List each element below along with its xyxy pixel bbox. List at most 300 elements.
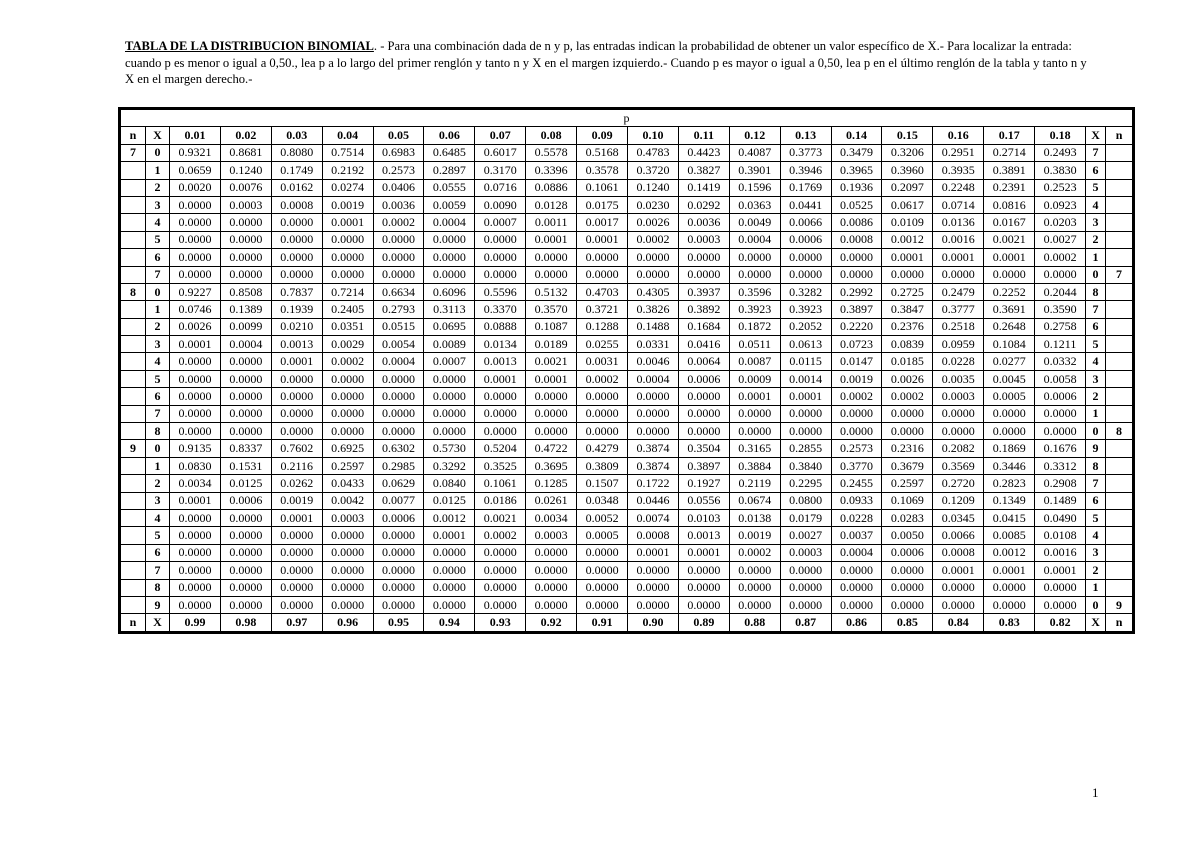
probability-cell: 0.1507 <box>577 475 628 492</box>
probability-cell: 0.0037 <box>831 527 882 544</box>
probability-cell: 0.0000 <box>678 562 729 579</box>
probability-cell: 0.3770 <box>831 457 882 474</box>
probability-cell: 0.0000 <box>373 527 424 544</box>
probability-cell: 0.0001 <box>577 231 628 248</box>
probability-cell: 0.0001 <box>984 562 1035 579</box>
probability-cell: 0.0714 <box>933 196 984 213</box>
row-x-right-cell: 6 <box>1086 492 1106 509</box>
probability-cell: 0.0077 <box>373 492 424 509</box>
probability-cell: 0.0179 <box>780 509 831 526</box>
probability-cell: 0.0046 <box>628 353 679 370</box>
row-x-right-cell: 4 <box>1086 353 1106 370</box>
probability-cell: 0.0000 <box>1035 266 1086 283</box>
row-n-right-cell: 8 <box>1106 423 1134 440</box>
probability-cell: 0.0000 <box>475 544 526 561</box>
row-x-right-cell: 4 <box>1086 527 1106 544</box>
probability-cell: 0.0000 <box>984 579 1035 596</box>
probability-cell: 0.3830 <box>1035 162 1086 179</box>
p-footer-cell: 0.83 <box>984 614 1035 632</box>
probability-cell: 0.0000 <box>526 249 577 266</box>
probability-cell: 0.0716 <box>475 179 526 196</box>
probability-cell: 0.0000 <box>577 249 628 266</box>
probability-cell: 0.0000 <box>373 249 424 266</box>
p-header-cell: 0.06 <box>424 127 475 144</box>
probability-cell: 0.0000 <box>526 596 577 613</box>
probability-cell: 0.8337 <box>220 440 271 457</box>
probability-cell: 0.0000 <box>628 562 679 579</box>
probability-cell: 0.0000 <box>933 423 984 440</box>
probability-cell: 0.0830 <box>170 457 221 474</box>
probability-cell: 0.0000 <box>170 562 221 579</box>
probability-cell: 0.6925 <box>322 440 373 457</box>
probability-cell: 0.0004 <box>831 544 882 561</box>
probability-cell: 0.1676 <box>1035 440 1086 457</box>
probability-cell: 0.0109 <box>882 214 933 231</box>
probability-cell: 0.0000 <box>933 266 984 283</box>
probability-cell: 0.3578 <box>577 162 628 179</box>
probability-cell: 0.0000 <box>373 596 424 613</box>
row-n-right-cell <box>1106 144 1134 161</box>
footer-header-n-right: n <box>1106 614 1134 632</box>
probability-cell: 0.0000 <box>220 527 271 544</box>
row-x-cell: 7 <box>146 266 170 283</box>
probability-cell: 0.0000 <box>220 214 271 231</box>
row-n-right-cell <box>1106 231 1134 248</box>
row-n-cell <box>120 596 146 613</box>
probability-cell: 0.1084 <box>984 336 1035 353</box>
probability-cell: 0.0000 <box>628 596 679 613</box>
row-x-right-cell: 2 <box>1086 388 1106 405</box>
p-header-cell: 0.04 <box>322 127 373 144</box>
row-n-right-cell <box>1106 527 1134 544</box>
probability-cell: 0.0888 <box>475 318 526 335</box>
row-n-right-cell <box>1106 457 1134 474</box>
probability-cell: 0.0004 <box>729 231 780 248</box>
p-header-cell: 0.14 <box>831 127 882 144</box>
probability-cell: 0.0511 <box>729 336 780 353</box>
table-row <box>120 318 1134 335</box>
probability-cell: 0.3596 <box>729 283 780 300</box>
probability-cell: 0.0000 <box>831 596 882 613</box>
probability-cell: 0.0000 <box>220 509 271 526</box>
probability-cell: 0.3569 <box>933 457 984 474</box>
probability-cell: 0.2823 <box>984 475 1035 492</box>
col-header-x: X <box>146 127 170 144</box>
probability-cell: 0.0228 <box>933 353 984 370</box>
probability-cell: 0.0001 <box>526 231 577 248</box>
probability-cell: 0.0000 <box>780 405 831 422</box>
probability-cell: 0.0000 <box>831 266 882 283</box>
probability-cell: 0.1749 <box>271 162 322 179</box>
row-n-right-cell <box>1106 388 1134 405</box>
probability-cell: 0.0000 <box>933 579 984 596</box>
probability-cell: 0.0000 <box>984 423 1035 440</box>
probability-cell: 0.4722 <box>526 440 577 457</box>
probability-cell: 0.3901 <box>729 162 780 179</box>
probability-cell: 0.0000 <box>475 388 526 405</box>
probability-cell: 0.0441 <box>780 196 831 213</box>
p-header-cell: 0.15 <box>882 127 933 144</box>
probability-cell: 0.0000 <box>271 596 322 613</box>
table-row <box>120 544 1134 561</box>
probability-cell: 0.2119 <box>729 475 780 492</box>
probability-cell: 0.0013 <box>271 336 322 353</box>
probability-cell: 0.1087 <box>526 318 577 335</box>
probability-cell: 0.2648 <box>984 318 1035 335</box>
probability-cell: 0.0000 <box>628 266 679 283</box>
probability-cell: 0.0000 <box>220 353 271 370</box>
row-n-cell <box>120 214 146 231</box>
row-x-cell: 6 <box>146 388 170 405</box>
probability-cell: 0.0000 <box>729 266 780 283</box>
probability-cell: 0.0036 <box>373 196 424 213</box>
probability-cell: 0.0000 <box>170 196 221 213</box>
probability-cell: 0.0029 <box>322 336 373 353</box>
row-x-right-cell: 7 <box>1086 301 1106 318</box>
table-row <box>120 562 1134 579</box>
probability-cell: 0.0001 <box>933 562 984 579</box>
probability-cell: 0.2479 <box>933 283 984 300</box>
p-label-row <box>120 109 1134 127</box>
probability-cell: 0.2405 <box>322 301 373 318</box>
row-x-right-cell: 1 <box>1086 405 1106 422</box>
probability-cell: 0.0000 <box>322 423 373 440</box>
probability-cell: 0.0406 <box>373 179 424 196</box>
probability-cell: 0.0933 <box>831 492 882 509</box>
probability-cell: 0.0007 <box>475 214 526 231</box>
table-row <box>120 492 1134 509</box>
probability-cell: 0.0816 <box>984 196 1035 213</box>
probability-cell: 0.0000 <box>577 544 628 561</box>
probability-cell: 0.0019 <box>831 370 882 387</box>
probability-cell: 0.0000 <box>729 405 780 422</box>
probability-cell: 0.0515 <box>373 318 424 335</box>
probability-cell: 0.0003 <box>220 196 271 213</box>
probability-cell: 0.0021 <box>984 231 1035 248</box>
probability-cell: 0.0136 <box>933 214 984 231</box>
probability-cell: 0.2295 <box>780 475 831 492</box>
probability-cell: 0.0000 <box>628 579 679 596</box>
probability-cell: 0.0415 <box>984 509 1035 526</box>
probability-cell: 0.0125 <box>220 475 271 492</box>
probability-cell: 0.2758 <box>1035 318 1086 335</box>
probability-cell: 0.0000 <box>628 249 679 266</box>
table-row <box>120 196 1134 213</box>
table-row <box>120 162 1134 179</box>
probability-cell: 0.1069 <box>882 492 933 509</box>
row-n-cell <box>120 509 146 526</box>
probability-cell: 0.3847 <box>882 301 933 318</box>
probability-cell: 0.0000 <box>526 544 577 561</box>
probability-cell: 0.0000 <box>577 405 628 422</box>
probability-cell: 0.6096 <box>424 283 475 300</box>
probability-cell: 0.0000 <box>271 249 322 266</box>
probability-cell: 0.0000 <box>271 579 322 596</box>
probability-cell: 0.0000 <box>271 266 322 283</box>
table-row <box>120 509 1134 526</box>
probability-cell: 0.0001 <box>170 336 221 353</box>
row-n-right-cell <box>1106 370 1134 387</box>
probability-cell: 0.0923 <box>1035 196 1086 213</box>
probability-cell: 0.4305 <box>628 283 679 300</box>
probability-cell: 0.0003 <box>526 527 577 544</box>
p-header-cell: 0.12 <box>729 127 780 144</box>
probability-cell: 0.0020 <box>170 179 221 196</box>
row-x-cell: 1 <box>146 162 170 179</box>
probability-cell: 0.0000 <box>373 266 424 283</box>
probability-cell: 0.0283 <box>882 509 933 526</box>
probability-cell: 0.3827 <box>678 162 729 179</box>
probability-cell: 0.0115 <box>780 353 831 370</box>
row-x-cell: 0 <box>146 283 170 300</box>
probability-cell: 0.0555 <box>424 179 475 196</box>
probability-cell: 0.0255 <box>577 336 628 353</box>
probability-cell: 0.0014 <box>780 370 831 387</box>
row-n-right-cell <box>1106 318 1134 335</box>
row-x-cell: 5 <box>146 231 170 248</box>
probability-cell: 0.0886 <box>526 179 577 196</box>
probability-cell: 0.0000 <box>831 562 882 579</box>
probability-cell: 0.0002 <box>475 527 526 544</box>
row-x-right-cell: 5 <box>1086 179 1106 196</box>
row-n-cell: 9 <box>120 440 146 457</box>
probability-cell: 0.0186 <box>475 492 526 509</box>
table-row <box>120 423 1134 440</box>
probability-cell: 0.5730 <box>424 440 475 457</box>
probability-cell: 0.1488 <box>628 318 679 335</box>
probability-cell: 0.2192 <box>322 162 373 179</box>
p-header-cell: 0.10 <box>628 127 679 144</box>
probability-cell: 0.1684 <box>678 318 729 335</box>
probability-cell: 0.3935 <box>933 162 984 179</box>
table-row <box>120 370 1134 387</box>
probability-cell: 0.3312 <box>1035 457 1086 474</box>
probability-cell: 0.0002 <box>882 388 933 405</box>
probability-cell: 0.0000 <box>577 596 628 613</box>
probability-cell: 0.3809 <box>577 457 628 474</box>
row-x-cell: 3 <box>146 196 170 213</box>
probability-cell: 0.0147 <box>831 353 882 370</box>
table-row <box>120 301 1134 318</box>
probability-cell: 0.0000 <box>475 423 526 440</box>
p-header-cell: 0.08 <box>526 127 577 144</box>
page-number: 1 <box>1092 785 1099 800</box>
probability-cell: 0.3892 <box>678 301 729 318</box>
probability-cell: 0.0556 <box>678 492 729 509</box>
row-n-cell <box>120 544 146 561</box>
probability-cell: 0.6017 <box>475 144 526 161</box>
probability-cell: 0.0026 <box>882 370 933 387</box>
row-n-right-cell <box>1106 405 1134 422</box>
probability-cell: 0.3206 <box>882 144 933 161</box>
probability-cell: 0.0006 <box>220 492 271 509</box>
probability-cell: 0.6983 <box>373 144 424 161</box>
table-row <box>120 266 1134 283</box>
probability-cell: 0.0000 <box>373 231 424 248</box>
probability-cell: 0.0000 <box>170 596 221 613</box>
probability-cell: 0.3695 <box>526 457 577 474</box>
p-footer-cell: 0.95 <box>373 614 424 632</box>
probability-cell: 0.0003 <box>933 388 984 405</box>
probability-cell: 0.0000 <box>780 579 831 596</box>
p-footer-cell: 0.94 <box>424 614 475 632</box>
probability-cell: 0.0013 <box>475 353 526 370</box>
row-x-cell: 0 <box>146 440 170 457</box>
probability-cell: 0.0000 <box>577 388 628 405</box>
probability-cell: 0.0000 <box>475 405 526 422</box>
probability-cell: 0.0003 <box>678 231 729 248</box>
probability-cell: 0.0016 <box>1035 544 1086 561</box>
probability-cell: 0.0000 <box>780 423 831 440</box>
probability-cell: 0.1939 <box>271 301 322 318</box>
p-header-cell: 0.07 <box>475 127 526 144</box>
table-row <box>120 144 1134 161</box>
table-row <box>120 596 1134 613</box>
probability-cell: 0.1211 <box>1035 336 1086 353</box>
probability-cell: 0.4783 <box>628 144 679 161</box>
row-n-cell <box>120 388 146 405</box>
probability-cell: 0.0000 <box>170 509 221 526</box>
probability-cell: 0.0002 <box>628 231 679 248</box>
p-footer-cell: 0.85 <box>882 614 933 632</box>
probability-cell: 0.0001 <box>271 353 322 370</box>
probability-cell: 0.2855 <box>780 440 831 457</box>
row-n-right-cell <box>1106 249 1134 266</box>
probability-cell: 0.3720 <box>628 162 679 179</box>
probability-cell: 0.0000 <box>424 370 475 387</box>
p-footer-cell: 0.93 <box>475 614 526 632</box>
probability-cell: 0.0000 <box>170 544 221 561</box>
probability-cell: 0.0348 <box>577 492 628 509</box>
probability-cell: 0.0086 <box>831 214 882 231</box>
probability-cell: 0.0013 <box>678 527 729 544</box>
probability-cell: 0.0019 <box>322 196 373 213</box>
probability-cell: 0.3937 <box>678 283 729 300</box>
row-n-right-cell: 7 <box>1106 266 1134 283</box>
row-x-cell: 0 <box>146 144 170 161</box>
probability-cell: 0.3923 <box>780 301 831 318</box>
probability-cell: 0.0000 <box>220 423 271 440</box>
row-n-right-cell <box>1106 301 1134 318</box>
probability-cell: 0.0000 <box>271 562 322 579</box>
probability-cell: 0.0000 <box>475 596 526 613</box>
p-footer-cell: 0.87 <box>780 614 831 632</box>
table-row <box>120 283 1134 300</box>
probability-cell: 0.0000 <box>424 423 475 440</box>
probability-cell: 0.0000 <box>170 249 221 266</box>
probability-cell: 0.0261 <box>526 492 577 509</box>
probability-cell: 0.0000 <box>424 388 475 405</box>
p-footer-cell: 0.86 <box>831 614 882 632</box>
probability-cell: 0.3570 <box>526 301 577 318</box>
row-n-cell <box>120 579 146 596</box>
row-n-cell <box>120 457 146 474</box>
probability-cell: 0.0416 <box>678 336 729 353</box>
row-n-cell <box>120 196 146 213</box>
probability-cell: 0.0000 <box>780 249 831 266</box>
probability-cell: 0.3292 <box>424 457 475 474</box>
probability-cell: 0.0000 <box>729 596 780 613</box>
footer-header-n: n <box>120 614 146 632</box>
binomial-table <box>118 107 1135 634</box>
row-x-right-cell: 7 <box>1086 475 1106 492</box>
probability-cell: 0.0066 <box>933 527 984 544</box>
probability-cell: 0.0004 <box>220 336 271 353</box>
probability-cell: 0.0026 <box>628 214 679 231</box>
p-header-cell: 0.17 <box>984 127 1035 144</box>
row-x-cell: 4 <box>146 509 170 526</box>
intro-paragraph <box>125 38 1093 88</box>
probability-cell: 0.2220 <box>831 318 882 335</box>
row-x-cell: 4 <box>146 214 170 231</box>
p-header-cell: 0.05 <box>373 127 424 144</box>
row-n-cell: 7 <box>120 144 146 161</box>
probability-cell: 0.3946 <box>780 162 831 179</box>
probability-cell: 0.0006 <box>882 544 933 561</box>
probability-cell: 0.1419 <box>678 179 729 196</box>
probability-cell: 0.0003 <box>322 509 373 526</box>
probability-cell: 0.0001 <box>170 492 221 509</box>
probability-cell: 0.0000 <box>831 405 882 422</box>
col-header-x-right: X <box>1086 127 1106 144</box>
row-x-cell: 7 <box>146 562 170 579</box>
probability-cell: 0.0006 <box>678 370 729 387</box>
table-row <box>120 475 1134 492</box>
row-x-cell: 5 <box>146 527 170 544</box>
probability-cell: 0.0000 <box>882 423 933 440</box>
probability-cell: 0.2518 <box>933 318 984 335</box>
probability-cell: 0.2908 <box>1035 475 1086 492</box>
probability-cell: 0.1209 <box>933 492 984 509</box>
probability-cell: 0.3923 <box>729 301 780 318</box>
p-header-cell: 0.11 <box>678 127 729 144</box>
table-row <box>120 440 1134 457</box>
probability-cell: 0.0000 <box>322 562 373 579</box>
row-n-right-cell <box>1106 283 1134 300</box>
table-row <box>120 527 1134 544</box>
probability-cell: 0.0000 <box>882 596 933 613</box>
row-x-right-cell: 2 <box>1086 231 1106 248</box>
probability-cell: 0.0000 <box>628 423 679 440</box>
probability-cell: 0.0034 <box>526 509 577 526</box>
probability-cell: 0.0000 <box>170 405 221 422</box>
probability-cell: 0.0000 <box>271 527 322 544</box>
probability-cell: 0.0006 <box>373 509 424 526</box>
row-x-right-cell: 7 <box>1086 144 1106 161</box>
probability-cell: 0.3370 <box>475 301 526 318</box>
probability-cell: 0.0000 <box>271 214 322 231</box>
probability-cell: 0.2097 <box>882 179 933 196</box>
probability-cell: 0.3721 <box>577 301 628 318</box>
probability-cell: 0.0000 <box>678 596 729 613</box>
row-x-cell: 4 <box>146 353 170 370</box>
probability-cell: 0.0026 <box>170 318 221 335</box>
probability-cell: 0.1240 <box>220 162 271 179</box>
p-footer-cell: 0.92 <box>526 614 577 632</box>
probability-cell: 0.0525 <box>831 196 882 213</box>
probability-cell: 0.0000 <box>170 423 221 440</box>
probability-cell: 0.2082 <box>933 440 984 457</box>
probability-cell: 0.0000 <box>729 562 780 579</box>
p-footer-cell: 0.84 <box>933 614 984 632</box>
probability-cell: 0.0089 <box>424 336 475 353</box>
probability-cell: 0.0001 <box>729 388 780 405</box>
probability-cell: 0.0000 <box>526 266 577 283</box>
table-row <box>120 336 1134 353</box>
probability-cell: 0.0000 <box>678 579 729 596</box>
probability-cell: 0.1722 <box>628 475 679 492</box>
header-row <box>120 127 1134 144</box>
